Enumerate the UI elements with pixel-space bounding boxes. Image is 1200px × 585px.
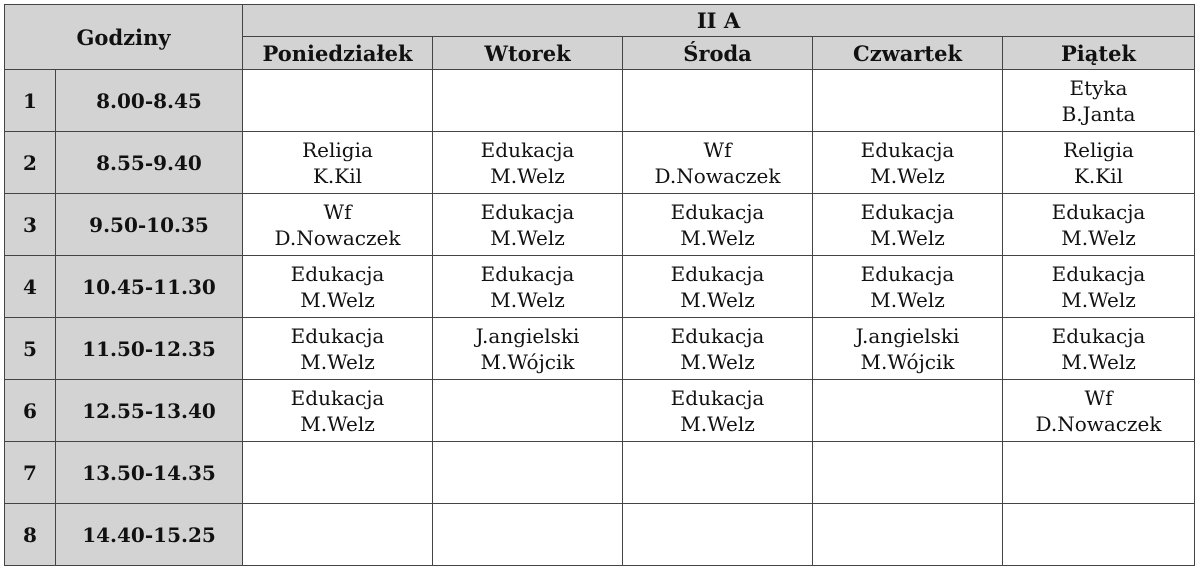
class-name-header: II A [243, 5, 1195, 37]
teacher-name: D.Nowaczek [274, 225, 401, 250]
subject-name: Edukacja [1051, 261, 1146, 286]
subject-name: Edukacja [670, 323, 765, 348]
lesson-cell [433, 256, 623, 318]
lesson-cell [623, 194, 813, 256]
lesson-cell [813, 256, 1003, 318]
teacher-name: M.Welz [870, 163, 945, 188]
lesson-time: 14.40-15.25 [56, 504, 243, 566]
lesson-cell [433, 132, 623, 194]
teacher-name: D.Nowaczek [1035, 411, 1162, 436]
lesson-number: 8 [5, 504, 56, 566]
subject-name: Edukacja [670, 199, 765, 224]
teacher-name: M.Welz [1061, 287, 1136, 312]
lesson-cell [1003, 504, 1195, 566]
lesson-cell [1003, 194, 1195, 256]
lesson-cell [813, 132, 1003, 194]
teacher-name: M.Welz [1061, 349, 1136, 374]
subject-name: Wf [323, 199, 352, 224]
lesson-cell [623, 442, 813, 504]
lesson-cell [433, 442, 623, 504]
teacher-name: K.Kil [1073, 163, 1124, 188]
teacher-name: M.Welz [680, 225, 755, 250]
lesson-number: 5 [5, 318, 56, 380]
lesson-cell [1003, 380, 1195, 442]
lesson-time: 12.55-13.40 [56, 380, 243, 442]
subject-name: Edukacja [480, 199, 575, 224]
lesson-time: 11.50-12.35 [56, 318, 243, 380]
lesson-cell [813, 504, 1003, 566]
lesson-cell [243, 132, 433, 194]
lesson-cell [813, 442, 1003, 504]
subject-name: Edukacja [480, 261, 575, 286]
lesson-cell [623, 256, 813, 318]
lesson-cell [243, 318, 433, 380]
lesson-row [5, 318, 1195, 380]
day-header-2: Wtorek [433, 37, 623, 70]
subject-name: Edukacja [480, 137, 575, 162]
subject-name: Edukacja [290, 261, 385, 286]
lesson-row [5, 70, 1195, 132]
subject-name: Edukacja [1051, 199, 1146, 224]
day-header-3: Środa [623, 37, 813, 70]
lesson-number: 4 [5, 256, 56, 318]
lesson-cell [243, 194, 433, 256]
lesson-cell [623, 504, 813, 566]
teacher-name: M.Wójcik [860, 349, 955, 374]
teacher-name: M.Welz [490, 287, 565, 312]
teacher-name: M.Welz [680, 411, 755, 436]
lesson-cell [1003, 132, 1195, 194]
subject-name: Edukacja [860, 199, 955, 224]
lesson-cell [1003, 318, 1195, 380]
lesson-number: 3 [5, 194, 56, 256]
subject-name: Edukacja [670, 385, 765, 410]
subject-name: Edukacja [1051, 323, 1146, 348]
teacher-name: M.Welz [680, 287, 755, 312]
teacher-name: B.Janta [1061, 101, 1136, 126]
lesson-cell [1003, 442, 1195, 504]
lesson-row [5, 380, 1195, 442]
lesson-number: 7 [5, 442, 56, 504]
lesson-cell [623, 132, 813, 194]
subject-name: Edukacja [670, 261, 765, 286]
lesson-row [5, 442, 1195, 504]
lesson-cell [433, 380, 623, 442]
lesson-cell [623, 318, 813, 380]
class-header-row [5, 5, 1195, 37]
lesson-cell [433, 318, 623, 380]
day-header-4: Czwartek [813, 37, 1003, 70]
lesson-cell [813, 194, 1003, 256]
lesson-cell [243, 256, 433, 318]
teacher-name: M.Welz [300, 287, 375, 312]
lesson-cell [623, 70, 813, 132]
teacher-name: M.Wójcik [480, 349, 575, 374]
subject-name: Edukacja [290, 323, 385, 348]
lesson-row [5, 194, 1195, 256]
lesson-number: 2 [5, 132, 56, 194]
lesson-time: 10.45-11.30 [56, 256, 243, 318]
lesson-time: 9.50-10.35 [56, 194, 243, 256]
lesson-cell [433, 504, 623, 566]
lesson-cell [243, 380, 433, 442]
lesson-cell [1003, 256, 1195, 318]
lesson-row [5, 256, 1195, 318]
teacher-name: D.Nowaczek [654, 163, 781, 188]
lesson-cell [623, 380, 813, 442]
lesson-cell [813, 380, 1003, 442]
timetable [4, 4, 1195, 566]
lesson-cell [243, 442, 433, 504]
lesson-cell [243, 504, 433, 566]
teacher-name: M.Welz [300, 349, 375, 374]
teacher-name: M.Welz [300, 411, 375, 436]
subject-name: J.angielski [475, 323, 580, 348]
lesson-cell [1003, 70, 1195, 132]
subject-name: Wf [1084, 385, 1113, 410]
teacher-name: M.Welz [490, 225, 565, 250]
lesson-cell [813, 318, 1003, 380]
lesson-cell [813, 70, 1003, 132]
day-header-1: Poniedziałek [243, 37, 433, 70]
teacher-name: M.Welz [870, 225, 945, 250]
lesson-row [5, 504, 1195, 566]
subject-name: Wf [703, 137, 732, 162]
lesson-number: 1 [5, 70, 56, 132]
subject-name: Edukacja [860, 261, 955, 286]
teacher-name: M.Welz [490, 163, 565, 188]
lesson-cell [433, 70, 623, 132]
teacher-name: K.Kil [312, 163, 363, 188]
subject-name: Edukacja [290, 385, 385, 410]
subject-name: Etyka [1069, 75, 1128, 100]
lesson-number: 6 [5, 380, 56, 442]
subject-name: Religia [302, 137, 373, 162]
subject-name: J.angielski [855, 323, 960, 348]
subject-name: Edukacja [860, 137, 955, 162]
teacher-name: M.Welz [1061, 225, 1136, 250]
lesson-row [5, 132, 1195, 194]
lesson-cell [433, 194, 623, 256]
subject-name: Religia [1063, 137, 1134, 162]
lesson-cell [243, 70, 433, 132]
lesson-time: 8.00-8.45 [56, 70, 243, 132]
hours-header: Godziny [5, 5, 243, 70]
day-header-5: Piątek [1003, 37, 1195, 70]
lesson-time: 8.55-9.40 [56, 132, 243, 194]
lesson-time: 13.50-14.35 [56, 442, 243, 504]
teacher-name: M.Welz [870, 287, 945, 312]
teacher-name: M.Welz [680, 349, 755, 374]
